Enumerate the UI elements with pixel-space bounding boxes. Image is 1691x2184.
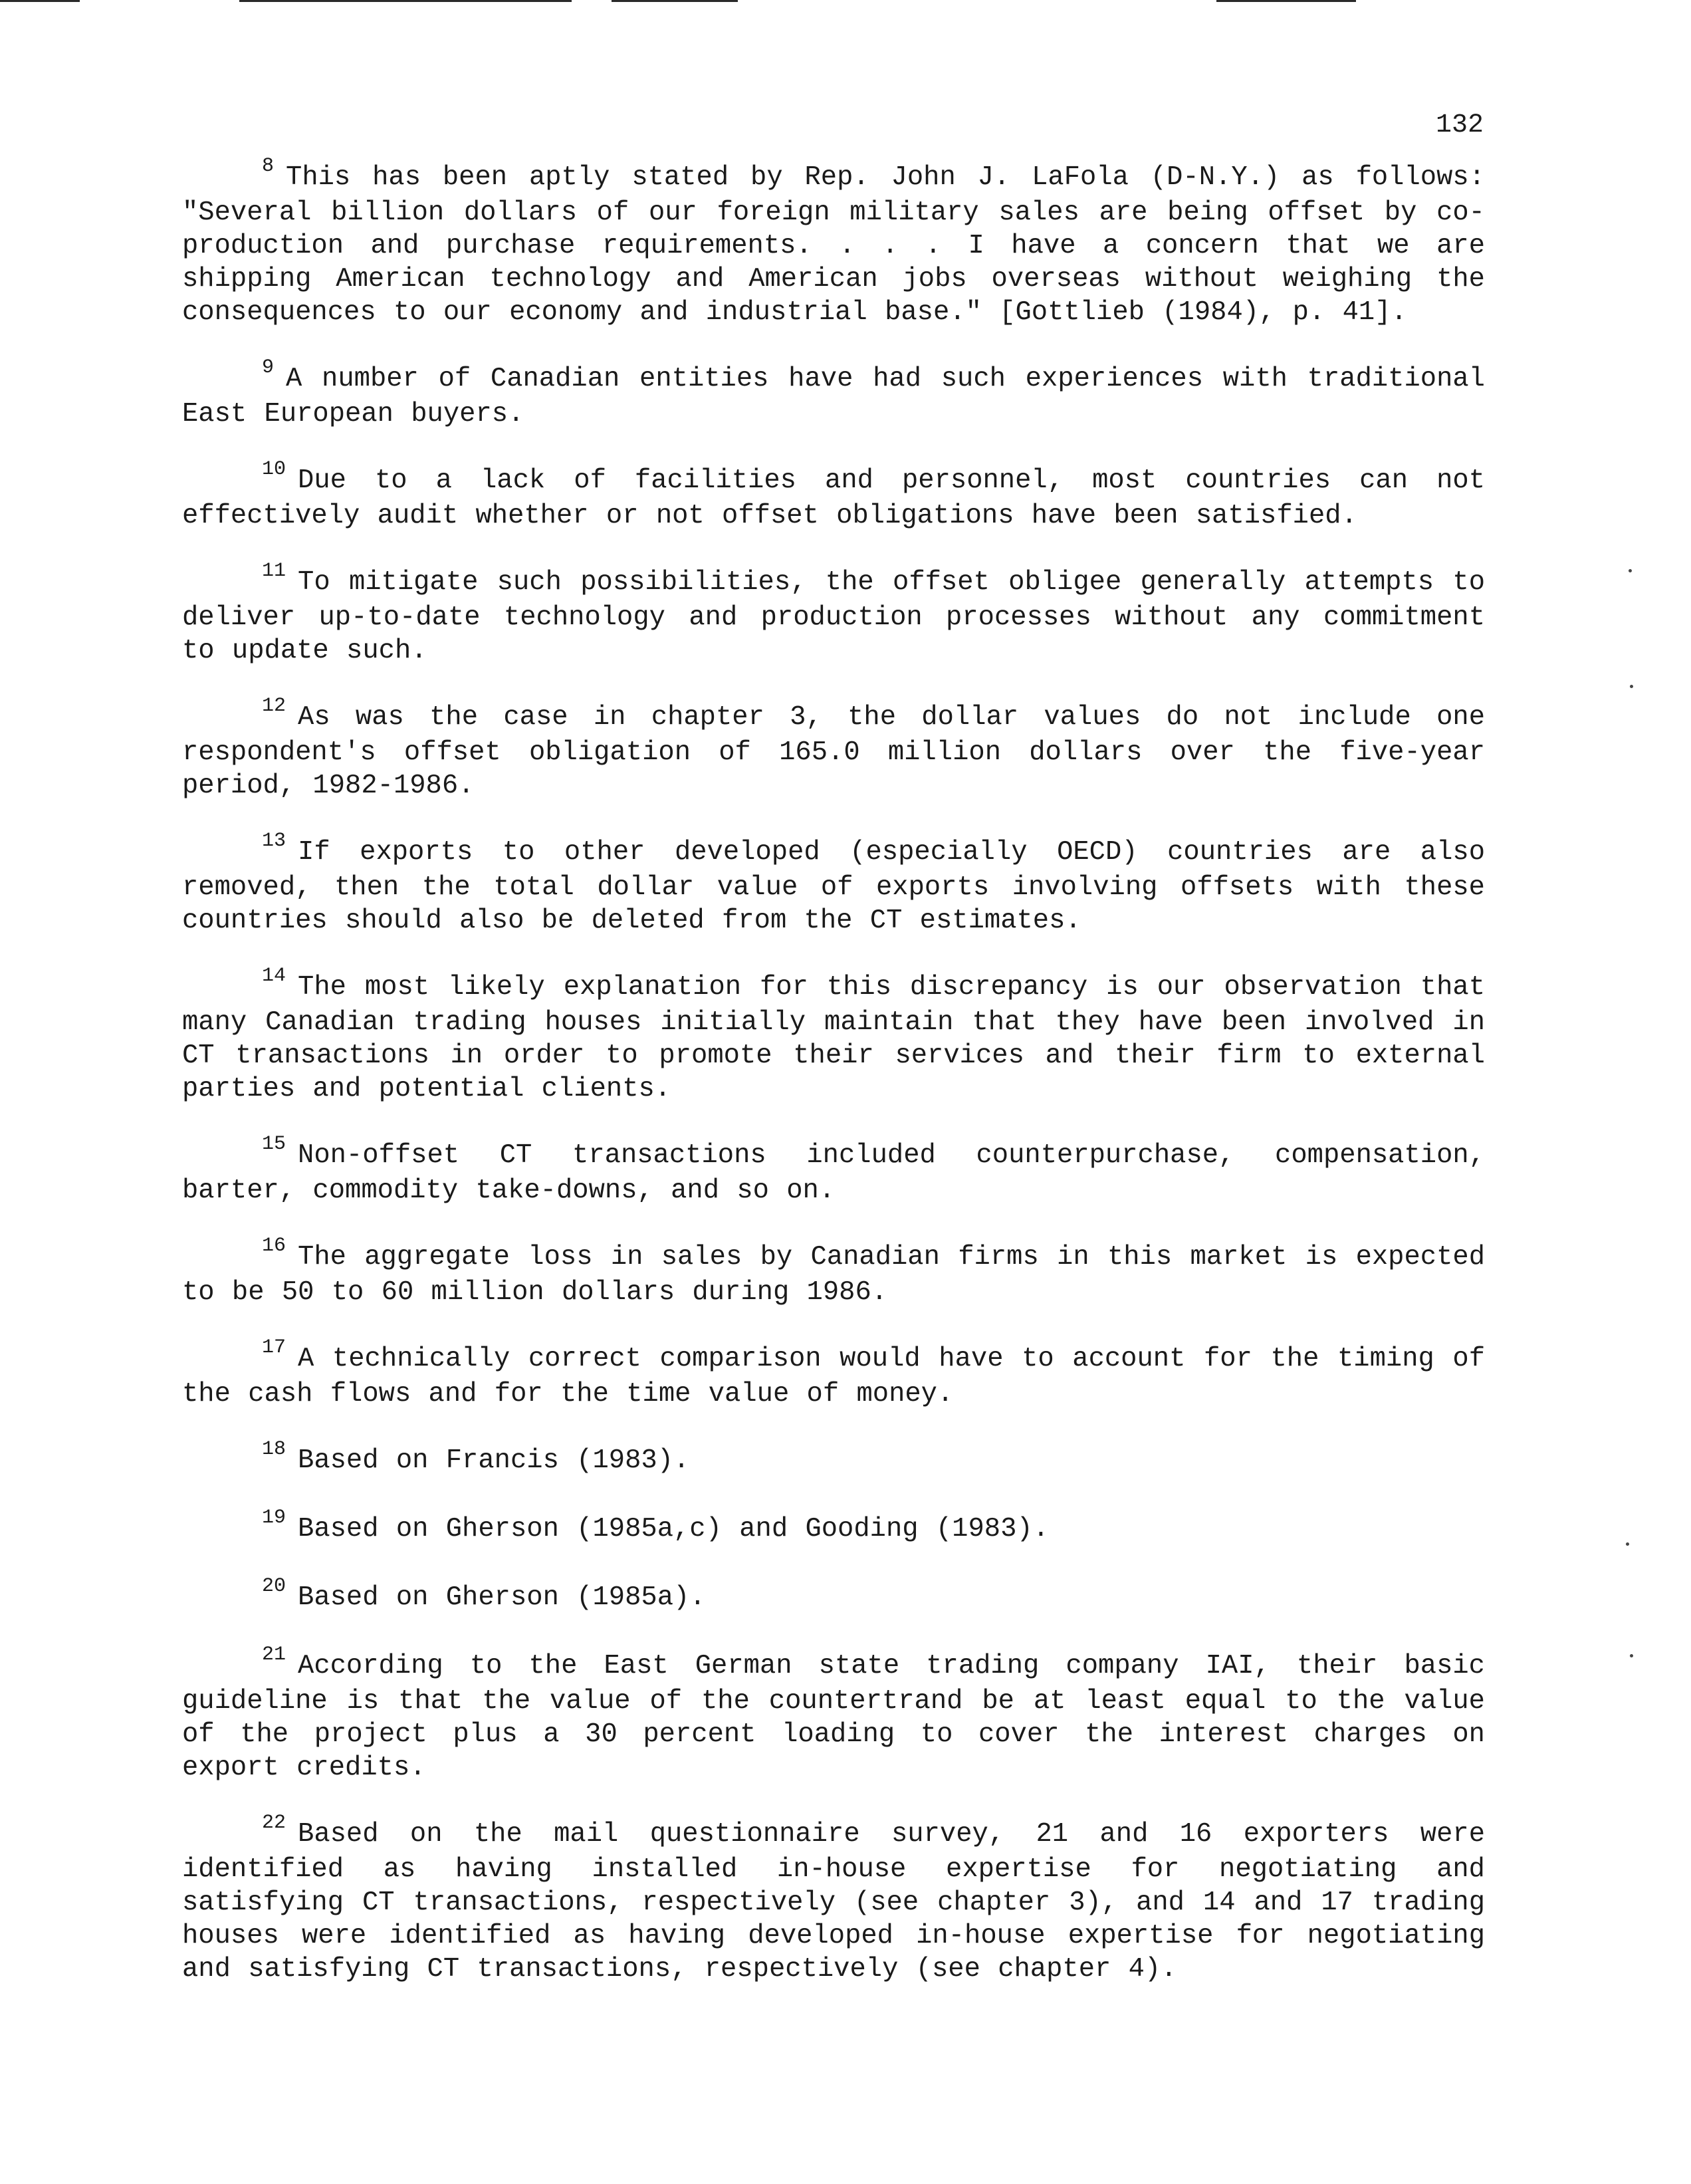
- endnote-number: 21: [262, 1643, 286, 1666]
- endnote-text: Non-offset CT transactions included counterpurchase, compensation, barter, commodity take-downs, and so on.: [182, 1140, 1485, 1206]
- endnote: [182, 458, 1485, 533]
- scan-speck: [1626, 1542, 1629, 1546]
- endnote-number: 13: [262, 830, 286, 852]
- endnote: [182, 1575, 1485, 1616]
- endnote-number: 10: [262, 458, 286, 481]
- endnote-text: To mitigate such possibilities, the offset obligee generally attempts to deliver up-to-date technology and production processes without any commitment to update such.: [182, 567, 1485, 666]
- endnote-number: 9: [262, 356, 275, 379]
- endnote-text: Based on the mail questionnaire survey, 21 and 16 exporters were identified as having installed in-house expertise for negotiating and satisfying CT transactions, respectively (see chapter 3), and 14 and 17 trading houses were identified as having developed in-house expertise for negotiating and satisfying CT transactions, respectively (see chapter 4).: [182, 1819, 1485, 1985]
- scan-edge-line: [612, 0, 738, 2]
- endnote-text: Based on Gherson (1985a,c) and Gooding (1983).: [298, 1514, 1049, 1544]
- scan-speck: [1630, 685, 1633, 688]
- endnote: [182, 1438, 1485, 1479]
- endnote-number: 22: [262, 1812, 286, 1834]
- endnote-text: A technically correct comparison would have to account for the timing of the cash flows and for the time value of money.: [182, 1344, 1485, 1409]
- endnote-text: This has been aptly stated by Rep. John J. LaFola (D-N.Y.) as follows: "Several billion dollars of our foreign military sales are being offset by co-production and purchase requirements. . . . I have a concern that we are shipping American technology and American jobs overseas without weighing the consequences to our economy and industrial base." [Gottlieb (1984), p. 41].: [182, 162, 1485, 328]
- scan-speck: [1630, 1654, 1633, 1657]
- scan-speck: [1629, 569, 1632, 572]
- endnote: [182, 1235, 1485, 1309]
- endnote: [182, 830, 1485, 937]
- endnote-number: 11: [262, 560, 286, 582]
- endnote: [182, 1336, 1485, 1411]
- endnote-number: 20: [262, 1575, 286, 1598]
- endnote-text: Based on Francis (1983).: [298, 1445, 690, 1476]
- endnote-number: 8: [262, 155, 275, 178]
- endnote-text: If exports to other developed (especially OECD) countries are also removed, then the total dollar value of exports involving offsets with these countries should also be deleted from the CT estimates.: [182, 837, 1485, 936]
- endnote: [182, 1507, 1485, 1548]
- endnote-number: 17: [262, 1336, 286, 1359]
- endnote: [182, 1133, 1485, 1207]
- endnote: [182, 560, 1485, 667]
- endnote-text: Based on Gherson (1985a).: [298, 1582, 706, 1613]
- endnote: [182, 965, 1485, 1106]
- endnotes-list: [182, 155, 1485, 2019]
- endnote-number: 15: [262, 1133, 286, 1155]
- endnote-text: As was the case in chapter 3, the dollar values do not include one respondent's offset obligation of 165.0 million dollars over the five-year period, 1982-1986.: [182, 702, 1485, 801]
- scan-edge-line: [1216, 0, 1356, 2]
- endnote-text: A number of Canadian entities have had such experiences with traditional East European buyers.: [182, 364, 1485, 429]
- scan-edge-line: [0, 0, 80, 2]
- endnote-text: The most likely explanation for this discrepancy is our observation that many Canadian trading houses initially maintain that they have been involved in CT transactions in order to promote their services and their firm to external parties and potential clients.: [182, 972, 1485, 1104]
- endnote-text: Due to a lack of facilities and personnel, most countries can not effectively audit whether or not offset obligations have been satisfied.: [182, 465, 1485, 531]
- endnote-number: 12: [262, 695, 286, 717]
- endnote-text: According to the East German state trading company IAI, their basic guideline is that the value of the countertrand be at least equal to the value of the project plus a 30 percent loading to cover the interest charges on export credits.: [182, 1651, 1485, 1783]
- endnote-number: 14: [262, 965, 286, 987]
- endnote-number: 16: [262, 1235, 286, 1257]
- endnote-number: 19: [262, 1507, 286, 1529]
- endnote: [182, 1643, 1485, 1784]
- endnote-text: The aggregate loss in sales by Canadian firms in this market is expected to be 50 to 60 million dollars during 1986.: [182, 1242, 1485, 1308]
- page-number: 132: [1436, 110, 1484, 140]
- endnote: [182, 695, 1485, 802]
- scan-edge-line: [239, 0, 572, 2]
- endnote: [182, 155, 1485, 329]
- endnote: [182, 356, 1485, 431]
- endnote-number: 18: [262, 1438, 286, 1461]
- endnote: [182, 1812, 1485, 1986]
